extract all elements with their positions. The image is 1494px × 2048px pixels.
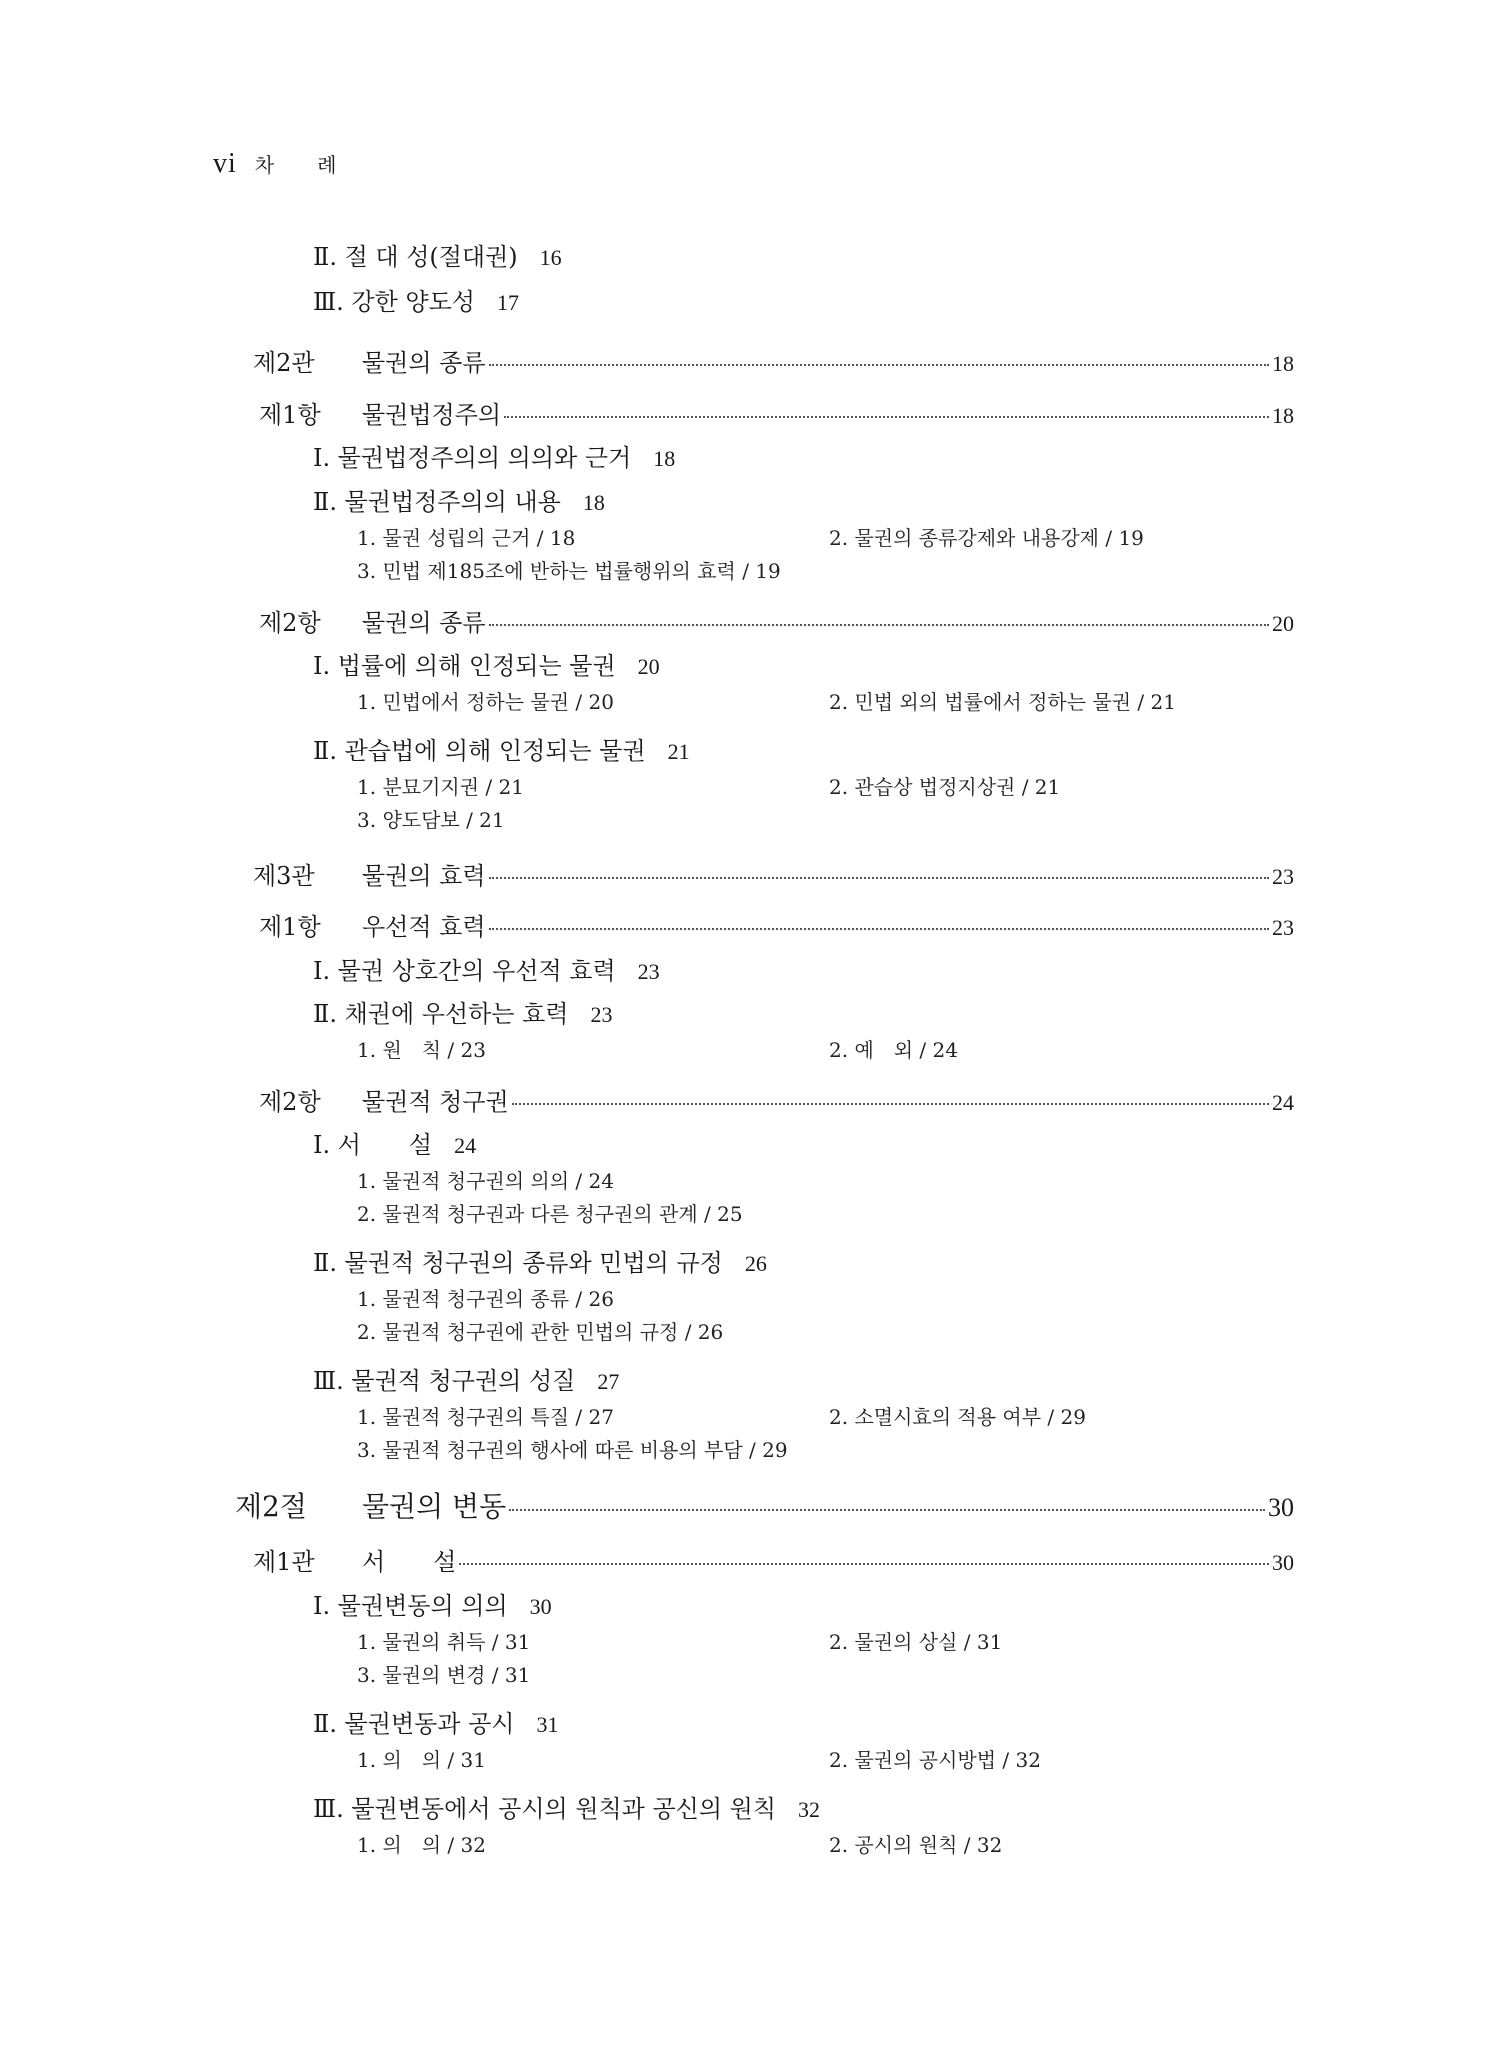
toc-heading: Ⅱ. 절 대 성(절대권) 16 bbox=[313, 243, 562, 271]
toc-heading: Ⅱ. 물권적 청구권의 종류와 민법의 규정 26 bbox=[313, 1249, 767, 1277]
toc-heading: Ⅱ. 물권법정주의의 내용 18 bbox=[313, 488, 605, 516]
toc-heading: Ⅰ. 법률에 의해 인정되는 물권 20 bbox=[313, 652, 660, 680]
toc-item: 2. 물권의 종류강제와 내용강제 / 19 bbox=[829, 526, 1144, 550]
toc-heading: Ⅲ. 물권변동에서 공시의 원칙과 공신의 원칙 32 bbox=[313, 1795, 821, 1823]
toc-heading: Ⅰ. 물권변동의 의의 30 bbox=[313, 1592, 552, 1620]
toc-label: 제2절 bbox=[235, 1490, 307, 1523]
toc-item: 2. 예 외 / 24 bbox=[829, 1038, 958, 1062]
toc-item: 3. 양도담보 / 21 bbox=[357, 808, 505, 832]
toc-item: 2. 관습상 법정지상권 / 21 bbox=[829, 775, 1061, 799]
toc-heading: Ⅰ. 물권 상호간의 우선적 효력 23 bbox=[313, 957, 660, 985]
toc-label: 제2항 bbox=[259, 609, 321, 637]
toc-item: 3. 물권의 변경 / 31 bbox=[357, 1663, 531, 1687]
toc-label: 제3관 bbox=[253, 862, 315, 890]
toc-heading: Ⅰ. 물권법정주의의 의의와 근거 18 bbox=[313, 444, 676, 472]
toc-heading: Ⅱ. 물권변동과 공시 31 bbox=[313, 1710, 559, 1738]
toc-item: 2. 소멸시효의 적용 여부 / 29 bbox=[829, 1405, 1086, 1429]
toc-item: 2. 물권의 상실 / 31 bbox=[829, 1630, 1003, 1654]
toc-item: 3. 민법 제185조에 반하는 법률행위의 효력 / 19 bbox=[357, 559, 781, 583]
toc-item: 1. 의 의 / 32 bbox=[357, 1833, 486, 1857]
toc-leader-entry: 물권의 종류 18 bbox=[362, 349, 1294, 377]
toc-item: 2. 공시의 원칙 / 32 bbox=[829, 1833, 1003, 1857]
toc-heading: Ⅲ. 물권적 청구권의 성질 27 bbox=[313, 1367, 620, 1395]
toc-label: 제2항 bbox=[259, 1088, 321, 1116]
toc-label: 제1항 bbox=[259, 913, 321, 941]
toc-label: 제1관 bbox=[253, 1548, 315, 1576]
toc-item: 3. 물권적 청구권의 행사에 따른 비용의 부담 / 29 bbox=[357, 1438, 788, 1462]
toc-leader-entry: 물권법정주의 18 bbox=[362, 401, 1294, 429]
toc-item: 1. 원 칙 / 23 bbox=[357, 1038, 486, 1062]
toc-leader-entry: 물권의 변동 30 bbox=[362, 1490, 1294, 1523]
toc-leader-entry: 물권적 청구권 24 bbox=[362, 1088, 1294, 1116]
toc-item: 1. 민법에서 정하는 물권 / 20 bbox=[357, 690, 614, 714]
toc-item: 1. 물권의 취득 / 31 bbox=[357, 1630, 531, 1654]
toc-item: 2. 물권의 공시방법 / 32 bbox=[829, 1748, 1041, 1772]
toc-heading: Ⅱ. 관습법에 의해 인정되는 물권 21 bbox=[313, 737, 690, 765]
toc-item: 2. 물권적 청구권과 다른 청구권의 관계 / 25 bbox=[357, 1202, 743, 1226]
toc-item: 1. 물권적 청구권의 의의 / 24 bbox=[357, 1169, 614, 1193]
page-number: vi bbox=[213, 148, 237, 179]
toc-item: 1. 의 의 / 31 bbox=[357, 1748, 486, 1772]
toc-label: 제2관 bbox=[253, 349, 315, 377]
toc-leader-entry: 우선적 효력 23 bbox=[362, 913, 1294, 941]
header-title: 차 례 bbox=[254, 153, 338, 177]
toc-label: 제1항 bbox=[259, 401, 321, 429]
toc-item: 2. 물권적 청구권에 관한 민법의 규정 / 26 bbox=[357, 1320, 724, 1344]
toc-leader-entry: 물권의 종류 20 bbox=[362, 609, 1294, 637]
toc-item: 1. 물권적 청구권의 특질 / 27 bbox=[357, 1405, 614, 1429]
toc-item: 1. 물권 성립의 근거 / 18 bbox=[357, 526, 576, 550]
toc-heading: Ⅲ. 강한 양도성 17 bbox=[313, 288, 519, 316]
toc-item: 1. 분묘기지권 / 21 bbox=[357, 775, 524, 799]
toc-heading: Ⅰ. 서 설 24 bbox=[313, 1131, 477, 1159]
toc-leader-entry: 물권의 효력 23 bbox=[362, 862, 1294, 890]
toc-heading: Ⅱ. 채권에 우선하는 효력 23 bbox=[313, 1000, 613, 1028]
running-header bbox=[213, 148, 337, 180]
toc-leader-entry: 서 설 30 bbox=[362, 1548, 1294, 1576]
toc-item: 2. 민법 외의 법률에서 정하는 물권 / 21 bbox=[829, 690, 1176, 714]
toc-item: 1. 물권적 청구권의 종류 / 26 bbox=[357, 1287, 614, 1311]
